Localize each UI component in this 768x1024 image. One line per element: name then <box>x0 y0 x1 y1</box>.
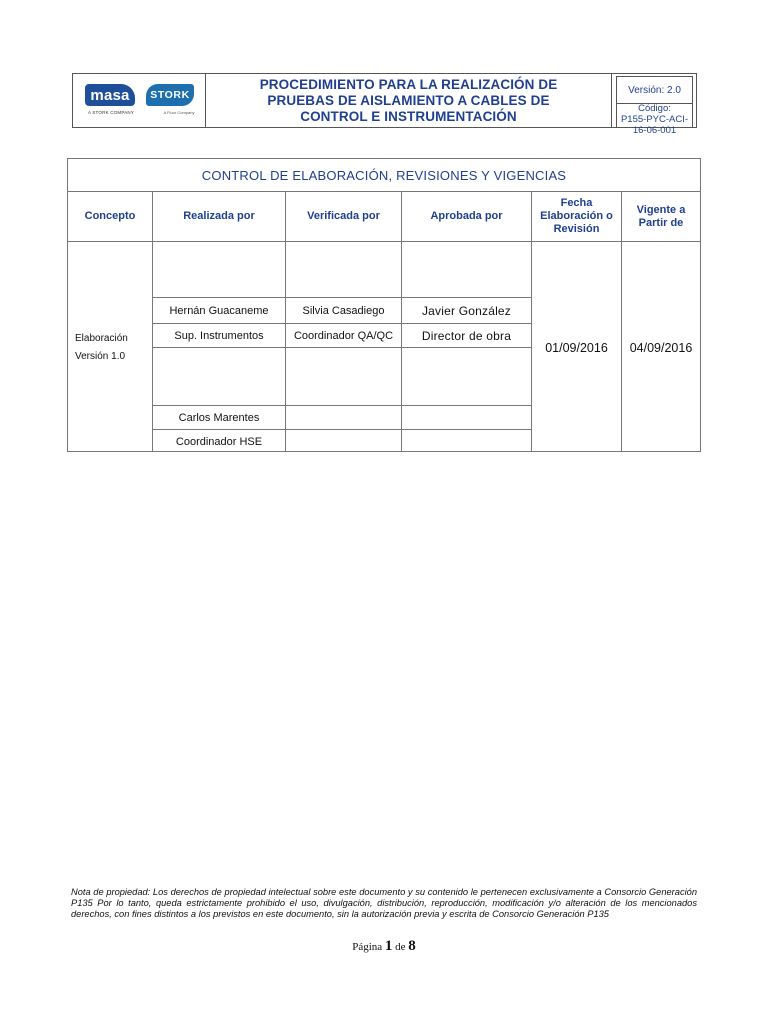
column-header-verificada: Verificada por <box>307 210 380 222</box>
column-header-aprobada: Aprobada por <box>430 210 503 222</box>
masa-logo-subtitle: A STORK COMPANY <box>87 110 135 115</box>
vigente-fecha: 04/09/2016 <box>629 340 693 355</box>
stork-logo: STORK <box>146 84 194 106</box>
aprobada-role: Director de obra <box>421 328 512 343</box>
realizada-role-1: Sup. Instrumentos <box>174 329 264 342</box>
page-word: Página <box>352 941 383 953</box>
column-header-fecha: Fecha Elaboración o Revisión <box>540 197 613 235</box>
verificada-name: Silvia Casadiego <box>302 304 385 317</box>
version-label: Versión: 2.0 <box>616 76 693 104</box>
meta-cell <box>612 74 696 136</box>
column-header-realizada: Realizada por <box>183 210 255 222</box>
code-label: Código: <box>638 103 671 114</box>
table-divider <box>152 347 531 348</box>
realizada-name-2: Carlos Marentes <box>178 411 260 424</box>
title-cell <box>206 74 612 127</box>
page-total: 8 <box>408 938 416 954</box>
masa-logo: masa <box>85 84 135 106</box>
page-current: 1 <box>384 938 393 954</box>
stork-logo-subtitle: A Fluor Company <box>163 110 195 115</box>
logos-cell <box>73 74 206 127</box>
aprobada-name: Javier González <box>421 303 512 318</box>
document-title: PROCEDIMIENTO PARA LA REALIZACIÓN DE PRUEBAS DE AISLAMIENTO A CABLES DE CONTROL E INSTRUMENTACIÓN <box>259 76 558 124</box>
realizada-role-2: Coordinador HSE <box>175 435 263 448</box>
fecha-elaboracion: 01/09/2016 <box>545 340 608 355</box>
column-header-concepto: Concepto <box>84 210 136 222</box>
property-note: Nota de propiedad: Los derechos de propiedad intelectual sobre este documento y su contenido le pertenecen exclusivamente a Consorcio Generación P135 Por lo tanto, queda estrictamente prohibido el uso, divulgación, distribución, reproducción, modificación y/o alteración de los mencionados derechos, con fines distintos a los previstos en este documento, sin la autorización previa y escrita de Consorcio Generación P135 <box>71 887 697 920</box>
code-value: P155-PYC-ACI-16-06-001 <box>620 114 689 136</box>
page-indicator <box>0 938 768 955</box>
document-header <box>72 73 697 136</box>
code-box <box>616 102 693 136</box>
control-table-title: CONTROL DE ELABORACIÓN, REVISIONES Y VIGENCIAS <box>201 167 567 183</box>
verificada-role: Coordinador QA/QC <box>293 329 394 342</box>
realizada-name-1: Hernán Guacaneme <box>169 304 269 317</box>
concept-cell: Elaboración Versión 1.0 <box>75 332 128 362</box>
column-header-vigente: Vigente a Partir de <box>636 203 686 229</box>
control-table <box>67 158 701 452</box>
page-of: de <box>395 941 406 953</box>
